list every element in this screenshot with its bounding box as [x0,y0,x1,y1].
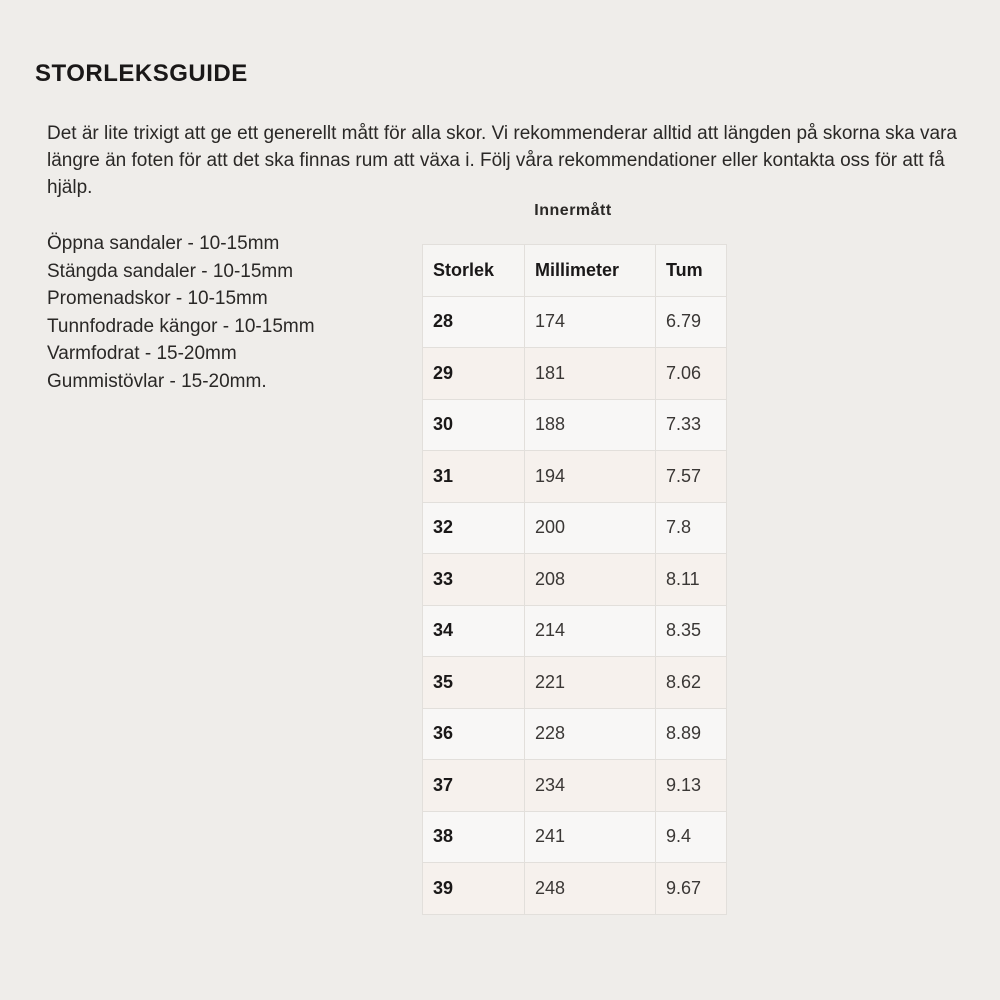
size-cell: 32 [423,502,525,554]
table-row [423,554,727,606]
recommendation-item: Tunnfodrade kängor - 10-15mm [47,315,315,337]
recommendation-item: Stängda sandaler - 10-15mm [47,260,294,282]
table-row [423,502,727,554]
inch-cell: 8.62 [656,657,727,709]
page-title: STORLEKSGUIDE [35,60,248,87]
table-row [423,451,727,503]
inch-cell: 7.57 [656,451,727,503]
size-cell: 34 [423,605,525,657]
millimeter-cell: 214 [525,605,656,657]
inch-cell: 9.67 [656,863,727,915]
millimeter-cell: 200 [525,502,656,554]
millimeter-cell: 208 [525,554,656,606]
table-row [423,348,727,400]
table-row [423,760,727,812]
millimeter-cell: 194 [525,451,656,503]
table-header-row [423,245,727,297]
inch-cell: 7.06 [656,348,727,400]
size-table [422,244,727,915]
millimeter-cell: 248 [525,863,656,915]
recommendation-item: Gummistövlar - 15-20mm. [47,370,267,392]
header-millimeter: Millimeter [525,245,656,297]
size-cell: 29 [423,348,525,400]
millimeter-cell: 221 [525,657,656,709]
table-caption: Innermått [534,202,612,219]
inch-cell: 9.4 [656,811,727,863]
inch-cell: 6.79 [656,296,727,348]
size-cell: 33 [423,554,525,606]
inch-cell: 7.8 [656,502,727,554]
table-row [423,296,727,348]
inch-cell: 8.89 [656,708,727,760]
inch-cell: 8.35 [656,605,727,657]
size-cell: 36 [423,708,525,760]
size-cell: 28 [423,296,525,348]
inch-cell: 7.33 [656,399,727,451]
inch-cell: 8.11 [656,554,727,606]
size-cell: 31 [423,451,525,503]
size-cell: 30 [423,399,525,451]
millimeter-cell: 181 [525,348,656,400]
recommendation-item: Varmfodrat - 15-20mm [47,343,237,364]
table-row [423,708,727,760]
size-cell: 37 [423,760,525,812]
intro-text: Det är lite trixigt att ge ett generellt mått för alla skor. Vi rekommenderar alltid att längden på skorna ska vara längre än foten för att det ska finnas rum att växa i. Följ våra rekommendationer eller kontakta oss för att få hjälp. [47,123,957,198]
table-row [423,657,727,709]
size-cell: 35 [423,657,525,709]
millimeter-cell: 228 [525,708,656,760]
recommendation-item: Öppna sandaler - 10-15mm [47,233,280,254]
recommendation-list [47,230,315,395]
header-inch: Tum [656,245,727,297]
millimeter-cell: 241 [525,811,656,863]
recommendation-item: Promenadskor - 10-15mm [47,288,268,309]
millimeter-cell: 174 [525,296,656,348]
table-row [423,811,727,863]
size-cell: 38 [423,811,525,863]
size-cell: 39 [423,863,525,915]
millimeter-cell: 234 [525,760,656,812]
inch-cell: 9.13 [656,760,727,812]
table-row [423,605,727,657]
table-row [423,399,727,451]
millimeter-cell: 188 [525,399,656,451]
header-size: Storlek [423,245,525,297]
table-row [423,863,727,915]
